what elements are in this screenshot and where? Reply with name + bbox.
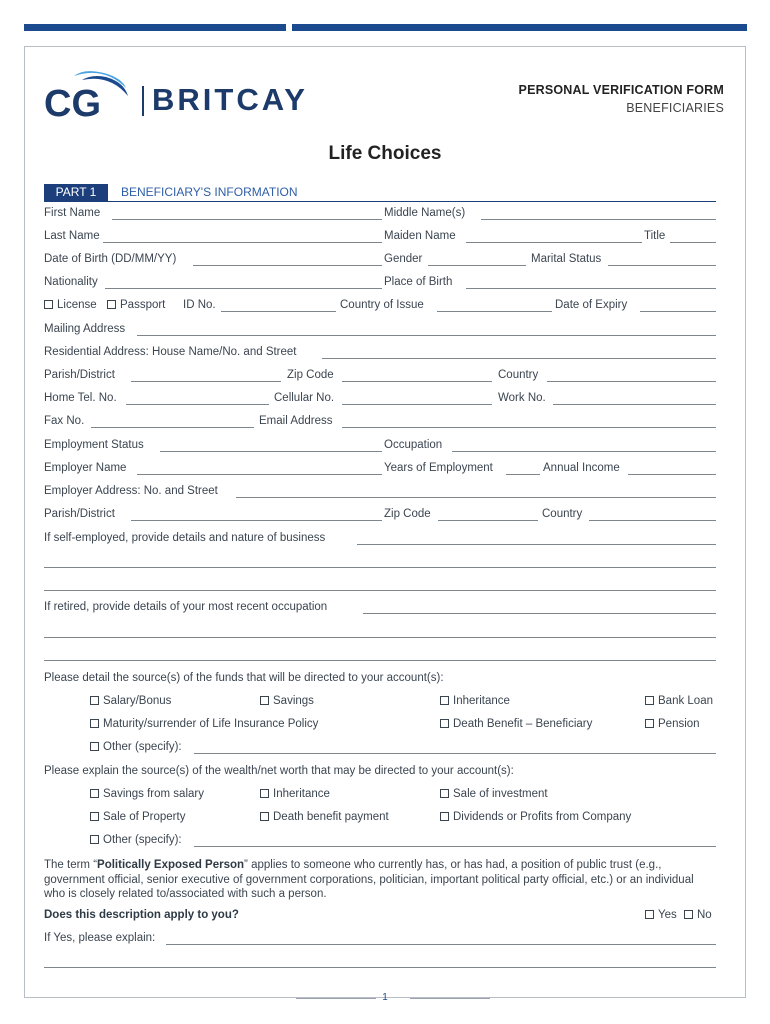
funds-option-other[interactable] (90, 741, 182, 753)
years-employment-label: Years of Employment (384, 462, 493, 474)
place-of-birth-label: Place of Birth (384, 276, 453, 288)
wealth-option-death-benefit[interactable] (260, 811, 389, 823)
maiden-name-label: Maiden Name (384, 230, 456, 242)
first-name-label: First Name (44, 207, 101, 219)
part-title: BENEFICIARY'S INFORMATION (121, 185, 298, 199)
license-checkbox[interactable] (44, 299, 97, 311)
pep-explain-line-2[interactable] (44, 967, 716, 968)
wealth-option-savings[interactable] (90, 788, 204, 800)
yes-label: Yes (658, 909, 677, 921)
pep-text-before: The term “ (44, 859, 98, 871)
option-label: Death Benefit – Beneficiary (453, 718, 593, 730)
wealth-option-dividends[interactable] (440, 811, 631, 823)
years-employment-field[interactable] (506, 474, 540, 475)
last-name-field[interactable] (103, 242, 382, 243)
brand-name: BRITCAY (152, 82, 308, 117)
middle-names-field[interactable] (481, 219, 716, 220)
nationality-field[interactable] (105, 288, 382, 289)
self-employed-field[interactable] (357, 544, 716, 545)
option-label: Pension (658, 718, 700, 730)
marital-status-label: Marital Status (531, 253, 602, 265)
work-no-label: Work No. (498, 392, 546, 404)
wealth-option-sale-property[interactable] (90, 811, 185, 823)
logo-separator (142, 86, 144, 116)
title-label: Title (644, 230, 666, 242)
home-tel-label: Home Tel. No. (44, 392, 117, 404)
employment-status-field[interactable] (160, 451, 382, 452)
residential-address-label: Residential Address: House Name/No. and Street (44, 346, 297, 358)
funds-option-pension[interactable] (645, 718, 700, 730)
title-field[interactable] (670, 242, 716, 243)
funds-option-bank-loan[interactable] (645, 695, 713, 707)
parish-district-field[interactable] (131, 381, 281, 382)
top-bar-left (24, 24, 286, 31)
option-label: Inheritance (273, 788, 330, 800)
checkbox-icon (440, 719, 449, 728)
checkbox-icon (90, 719, 99, 728)
option-label: Other (specify): (103, 741, 182, 753)
zip-code-2-label: Zip Code (384, 508, 431, 520)
funds-option-savings[interactable] (260, 695, 314, 707)
funds-other-field[interactable] (194, 753, 716, 754)
funds-option-salary[interactable] (90, 695, 171, 707)
funds-option-maturity[interactable] (90, 718, 318, 730)
option-label: Bank Loan (658, 695, 713, 707)
checkbox-icon (90, 696, 99, 705)
annual-income-label: Annual Income (543, 462, 620, 474)
page-number-rule-right (410, 998, 490, 999)
pep-question: Does this description apply to you? (44, 909, 239, 921)
cellular-label: Cellular No. (274, 392, 335, 404)
employer-name-label: Employer Name (44, 462, 127, 474)
retired-label: If retired, provide details of your most recent occupation (44, 601, 328, 613)
residential-address-field[interactable] (322, 358, 716, 359)
employer-address-label: Employer Address: No. and Street (44, 485, 218, 497)
fax-no-field[interactable] (91, 427, 254, 428)
retired-line-2[interactable] (44, 637, 716, 638)
place-of-birth-field[interactable] (466, 288, 716, 289)
funds-option-death-benefit[interactable] (440, 718, 592, 730)
parish-district-label: Parish/District (44, 369, 115, 381)
middle-names-label: Middle Name(s) (384, 207, 466, 219)
nationality-label: Nationality (44, 276, 98, 288)
checkbox-icon (260, 696, 269, 705)
checkbox-icon (107, 300, 116, 309)
wealth-option-other[interactable] (90, 834, 182, 846)
wealth-other-field[interactable] (194, 846, 716, 847)
zip-code-2-field[interactable] (438, 520, 538, 521)
maiden-name-field[interactable] (466, 242, 642, 243)
checkbox-icon (440, 696, 449, 705)
license-label: License (57, 299, 97, 311)
page-title: Life Choices (328, 143, 442, 164)
email-label: Email Address (259, 415, 333, 427)
country-2-field[interactable] (589, 520, 716, 521)
checkbox-icon (684, 910, 693, 919)
option-label: Other (specify): (103, 834, 182, 846)
wealth-option-inheritance[interactable] (260, 788, 330, 800)
mailing-address-field[interactable] (137, 335, 716, 336)
checkbox-icon (440, 812, 449, 821)
last-name-label: Last Name (44, 230, 100, 242)
pep-no-checkbox[interactable] (684, 909, 712, 921)
country-2-label: Country (542, 508, 583, 520)
option-label: Inheritance (453, 695, 510, 707)
home-tel-field[interactable] (126, 404, 269, 405)
option-label: Savings (273, 695, 314, 707)
checkbox-icon (90, 789, 99, 798)
wealth-question: Please explain the source(s) of the wealth/net worth that may be directed to your account(s): (44, 765, 514, 777)
self-employed-line-2[interactable] (44, 567, 716, 568)
date-of-expiry-field[interactable] (640, 311, 716, 312)
date-of-expiry-label: Date of Expiry (555, 299, 628, 311)
part-number: PART 1 (44, 184, 108, 201)
annual-income-field[interactable] (628, 474, 716, 475)
checkbox-icon (90, 742, 99, 751)
option-label: Maturity/surrender of Life Insurance Policy (103, 718, 319, 730)
top-bar-right (292, 24, 747, 31)
gender-field[interactable] (428, 265, 526, 266)
passport-checkbox[interactable] (107, 299, 165, 311)
page-number: 1 (382, 992, 388, 1003)
first-name-field[interactable] (112, 219, 382, 220)
cg-logo-icon (44, 70, 134, 120)
pep-yes-checkbox[interactable] (645, 909, 677, 921)
checkbox-icon (260, 789, 269, 798)
funds-option-inheritance[interactable] (440, 695, 510, 707)
option-label: Death benefit payment (273, 811, 389, 823)
parish-district-2-label: Parish/District (44, 508, 115, 520)
employment-status-label: Employment Status (44, 439, 144, 451)
employer-name-field[interactable] (137, 474, 382, 475)
parish-district-2-field[interactable] (131, 520, 382, 521)
checkbox-icon (90, 835, 99, 844)
option-label: Savings from salary (103, 788, 204, 800)
option-label: Dividends or Profits from Company (453, 811, 632, 823)
country-label: Country (498, 369, 539, 381)
funds-question: Please detail the source(s) of the funds that will be directed to your account(s): (44, 672, 444, 684)
occupation-field[interactable] (452, 451, 716, 452)
pep-explain-label: If Yes, please explain: (44, 932, 156, 944)
retired-field[interactable] (363, 613, 716, 614)
zip-code-field[interactable] (342, 381, 492, 382)
zip-code-label: Zip Code (287, 369, 334, 381)
id-no-field[interactable] (221, 311, 336, 312)
form-header-subtitle: BENEFICIARIES (626, 101, 724, 115)
mailing-address-label: Mailing Address (44, 323, 126, 335)
checkbox-icon (645, 719, 654, 728)
passport-label: Passport (120, 299, 166, 311)
id-no-label: ID No. (183, 299, 216, 311)
option-label: Sale of Property (103, 811, 186, 823)
dob-field[interactable] (193, 265, 382, 266)
pep-text-after: ” applies to someone who currently has, or has had, a position of public trust (e.g., government official, senior executive of government corporations, politician, important political party official, etc.) or an individual who is closely related to/associated with such a person. (44, 859, 694, 900)
dob-label: Date of Birth (DD/MM/YY) (44, 253, 177, 265)
part-divider (44, 201, 716, 202)
retired-line-3[interactable] (44, 660, 716, 661)
gender-label: Gender (384, 253, 423, 265)
checkbox-icon (440, 789, 449, 798)
self-employed-line-3[interactable] (44, 590, 716, 591)
wealth-option-sale-investment[interactable] (440, 788, 548, 800)
marital-status-field[interactable] (608, 265, 716, 266)
brand-mark: CG (44, 83, 101, 120)
checkbox-icon (260, 812, 269, 821)
work-no-field[interactable] (553, 404, 716, 405)
pep-explain-field[interactable] (166, 944, 716, 945)
option-label: Salary/Bonus (103, 695, 172, 707)
checkbox-icon (645, 910, 654, 919)
checkbox-icon (44, 300, 53, 309)
form-header-title: PERSONAL VERIFICATION FORM (518, 83, 724, 97)
checkbox-icon (645, 696, 654, 705)
country-field[interactable] (547, 381, 716, 382)
email-field[interactable] (342, 427, 716, 428)
pep-term: Politically Exposed Person (97, 859, 245, 871)
self-employed-label: If self-employed, provide details and nature of business (44, 532, 326, 544)
checkbox-icon (90, 812, 99, 821)
country-of-issue-field[interactable] (437, 311, 552, 312)
cellular-field[interactable] (342, 404, 492, 405)
no-label: No (697, 909, 712, 921)
option-label: Sale of investment (453, 788, 548, 800)
occupation-label: Occupation (384, 439, 443, 451)
pep-paragraph (44, 858, 694, 902)
country-of-issue-label: Country of Issue (340, 299, 424, 311)
fax-no-label: Fax No. (44, 415, 85, 427)
employer-address-field[interactable] (236, 497, 716, 498)
